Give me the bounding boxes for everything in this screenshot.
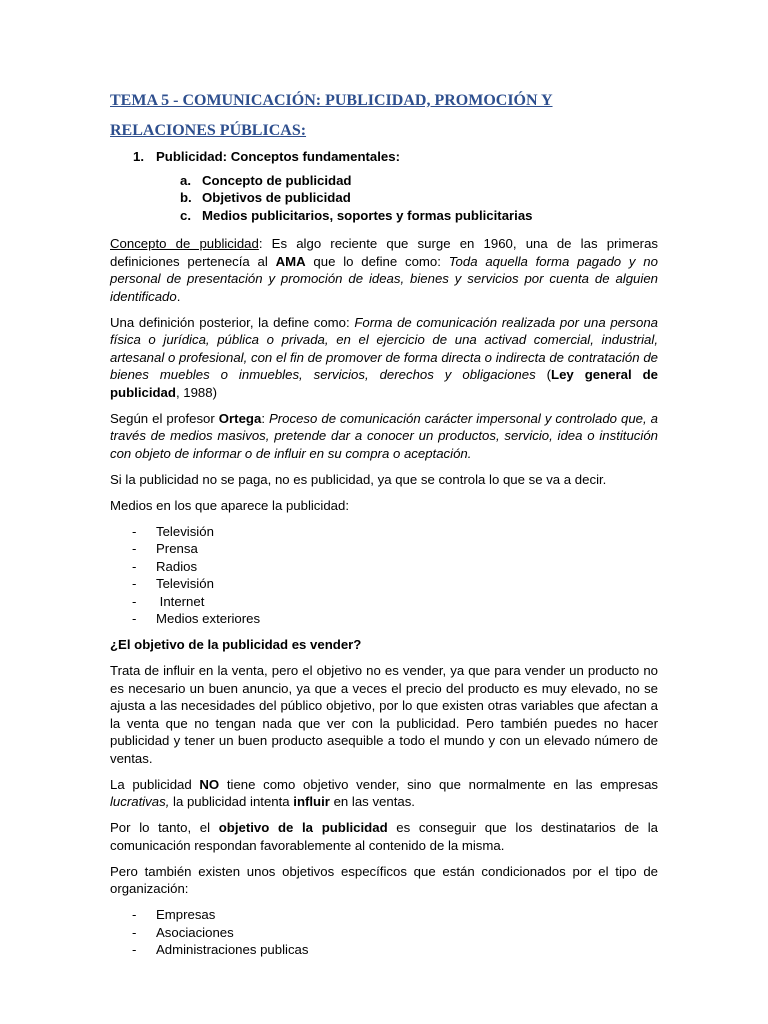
outline-subitem	[156, 189, 658, 207]
subitem-text: Concepto de publicidad	[202, 172, 352, 188]
list-item	[110, 558, 658, 576]
lucrative-term: lucrativas,	[110, 794, 170, 809]
no-sell-text-4: en las ventas.	[329, 794, 415, 809]
document-body	[110, 86, 658, 967]
ortega-colon: :	[261, 410, 269, 426]
subitem-text: Medios publicitarios, soportes y formas publicitarias	[202, 207, 533, 223]
list-item	[110, 593, 658, 611]
law-year: , 1988)	[175, 384, 217, 400]
concept-label: Concepto de publicidad	[110, 236, 259, 251]
no-sell-text: La publicidad	[110, 776, 200, 792]
posterior-definition: Forma de comunicación realizada por una persona física o jurídica, pública o privada, en el ejercicio de una activad comercial, industrial, artesanal o profesional, con el fin de promover de forma directa o indirecta de contratación de bienes muebles o inmuebles, servicios, derechos y obligaciones	[110, 314, 658, 382]
outline-number: 1.	[133, 149, 144, 164]
list-item-text: Administraciones publicas	[156, 942, 309, 957]
outline-item	[110, 148, 658, 224]
no-sell-paragraph	[110, 776, 658, 811]
concept-text: : Es algo reciente que surge en 1960, una de las primeras definiciones pertenecía al	[110, 236, 658, 269]
list-dash: -	[132, 593, 137, 609]
objective-text: Por lo tanto, el	[110, 820, 219, 835]
page-title	[110, 86, 658, 146]
posterior-definition-paragraph	[110, 314, 658, 402]
concept-text-2: que lo define como:	[305, 253, 449, 269]
concept-end: .	[176, 288, 181, 304]
subitem-text: Objetivos de publicidad	[202, 190, 351, 205]
title-line-1: TEMA 5 - COMUNICACIÓN: PUBLICIDAD, PROMOCIÓN Y	[110, 92, 553, 109]
list-item	[110, 575, 658, 593]
no-emphasis: NO	[199, 776, 220, 792]
question-heading: ¿El objetivo de la publicidad es vender?	[110, 637, 362, 652]
list-dash: -	[132, 576, 137, 591]
list-item-text: Asociaciones	[156, 924, 234, 940]
media-intro: Medios en los que aparece la publicidad:	[110, 497, 349, 513]
list-item-text: Televisión	[156, 576, 214, 591]
subitem-letter: a.	[180, 172, 191, 188]
topic-outline	[110, 148, 658, 224]
influir-term: influir	[293, 794, 330, 809]
outline-label: Publicidad: Conceptos fundamentales:	[156, 149, 400, 164]
objective-text-2: es conseguir que los destinatarios de la comunicación respondan favorablemente al contenido de la misma.	[110, 820, 659, 853]
objective-paragraph	[110, 819, 658, 854]
list-item-text: Empresas	[156, 907, 216, 922]
paid-paragraph: Si la publicidad no se paga, no es publicidad, ya que se controla lo que se va a decir.	[110, 471, 607, 487]
title-line-2: RELACIONES PÚBLICAS:	[110, 122, 307, 139]
posterior-open: (	[535, 367, 552, 382]
ortega-name: Ortega	[218, 410, 262, 426]
concept-paragraph	[110, 235, 658, 305]
no-sell-text-3: la publicidad intenta	[169, 794, 294, 809]
outline-subitems	[156, 172, 658, 225]
list-item	[110, 610, 658, 628]
specific-paragraph: Pero también existen unos objetivos específicos que están condicionados por el tipo de organización:	[110, 863, 658, 896]
posterior-intro: Una definición posterior, la define como:	[110, 314, 355, 330]
list-item-text: Radios	[156, 558, 198, 574]
ama-definition: Toda aquella forma pagado y no personal de presentación y promoción de ideas, bienes y servicios por cuenta de alguien identificado	[110, 253, 658, 304]
organization-list	[110, 906, 658, 959]
outline-subitem	[156, 207, 658, 225]
list-item-text: Televisión	[156, 523, 214, 539]
ortega-paragraph	[110, 410, 658, 463]
list-item	[110, 523, 658, 541]
list-item-text: Prensa	[156, 541, 198, 556]
list-item-text: Internet	[156, 593, 205, 609]
subitem-letter: b.	[180, 190, 192, 205]
subitem-letter: c.	[180, 207, 191, 223]
list-item	[110, 941, 658, 959]
ama-term: AMA	[275, 253, 306, 269]
list-item	[110, 906, 658, 924]
outline-subitem	[156, 172, 658, 190]
list-dash: -	[132, 523, 137, 539]
media-list	[110, 523, 658, 628]
list-dash: -	[132, 907, 137, 922]
list-dash: -	[132, 942, 137, 957]
list-item-text: Medios exteriores	[156, 611, 261, 626]
list-dash: -	[132, 924, 137, 940]
list-dash: -	[132, 541, 137, 556]
law-reference: Ley general de publicidad	[110, 367, 658, 400]
list-item	[110, 924, 658, 942]
objective-term: objetivo de la publicidad	[218, 820, 388, 835]
list-dash: -	[132, 558, 137, 574]
ortega-intro: Según el profesor	[110, 410, 219, 426]
list-item	[110, 540, 658, 558]
no-sell-text-2: tiene como objetivo vender, sino que normalmente en las empresas	[219, 776, 659, 792]
list-dash: -	[132, 611, 137, 626]
ortega-definition: Proceso de comunicación carácter impersonal y controlado que, a través de medios masivos, pretende dar a conocer un productos, servicio, idea o institución con objeto de informar o de influir en su compra o aceptación.	[110, 410, 659, 461]
sell-paragraph: Trata de influir en la venta, pero el objetivo no es vender, ya que para vender un producto no es necesario un buen anuncio, ya que a veces el precio del producto es muy elevado, no se ajusta a las necesidades del público objetivo, por lo que existen otras variables que afectan a la venta que no tengan nada que ver con la publicidad. Pero también puedes no hacer publicidad y tener un buen producto asequible a todo el mundo y con un elevado número de ventas.	[110, 663, 658, 766]
